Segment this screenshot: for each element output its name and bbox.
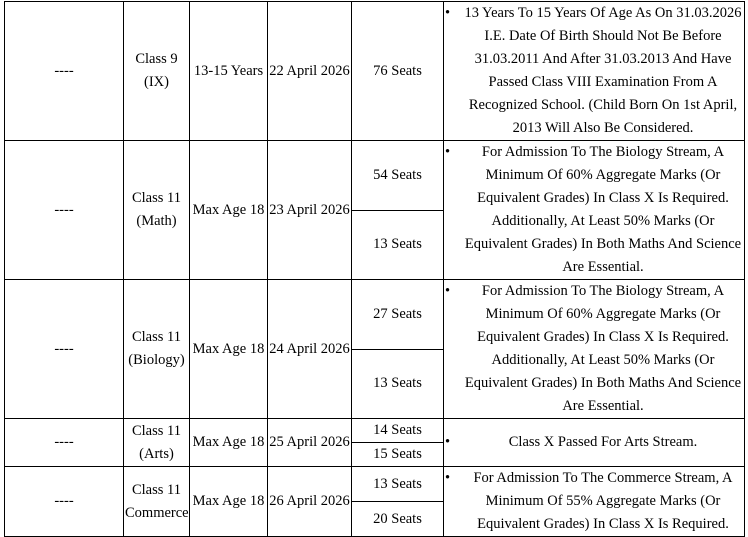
table-row: [5, 2, 745, 141]
eligibility-text: Class X Passed For Arts Stream.: [508, 434, 698, 450]
seats-cell: 27 Seats: [352, 280, 444, 350]
seats-cell: 54 Seats: [352, 141, 444, 211]
eligibility-text: For Admission To The Biology Stream, A Minimum Of 60% Aggregate Marks (Or Equivalent Grades) In Class X Is Required. Additionally, At Least 50% Marks (Or Equivalent Grades) In Both Maths And Science Are Essential.: [464, 144, 742, 275]
class-cell: Class 11 (Biology): [124, 280, 190, 419]
age-cell: Max Age 18: [190, 280, 268, 419]
age-cell: Max Age 18: [190, 141, 268, 280]
serial-cell: ----: [5, 141, 124, 280]
bullet-icon: •: [445, 283, 451, 299]
date-cell: 25 April 2026: [268, 419, 352, 467]
seats-cell: 14 Seats: [352, 419, 444, 443]
date-cell: 23 April 2026: [268, 141, 352, 280]
class-cell: Class 9 (IX): [124, 2, 190, 141]
table-row: [5, 467, 745, 502]
eligibility-text: For Admission To The Biology Stream, A Minimum Of 60% Aggregate Marks (Or Equivalent Grades) In Class X Is Required. Additionally, At Least 50% Marks (Or Equivalent Grades) In Both Maths And Science Are Essential.: [464, 283, 742, 414]
eligibility-cell: [444, 280, 745, 419]
serial-cell: ----: [5, 280, 124, 419]
seats-cell: 15 Seats: [352, 443, 444, 467]
bullet-icon: •: [445, 434, 451, 450]
seats-cell: 13 Seats: [352, 467, 444, 502]
admission-table: [4, 1, 745, 537]
eligibility-text: For Admission To The Commerce Stream, A Minimum Of 55% Aggregate Marks (Or Equivalent Grades) In Class X Is Required.: [473, 470, 733, 532]
serial-cell: ----: [5, 419, 124, 467]
serial-cell: ----: [5, 467, 124, 537]
seats-cell: 20 Seats: [352, 502, 444, 537]
serial-cell: ----: [5, 2, 124, 141]
class-cell: Class 11 (Arts): [124, 419, 190, 467]
bullet-icon: •: [445, 470, 451, 486]
class-cell: Class 11 Commerce: [124, 467, 190, 537]
eligibility-cell: [444, 467, 745, 537]
table-row: [5, 419, 745, 443]
age-cell: 13-15 Years: [190, 2, 268, 141]
eligibility-cell: [444, 419, 745, 467]
seats-cell: 13 Seats: [352, 349, 444, 419]
age-cell: Max Age 18: [190, 419, 268, 467]
date-cell: 24 April 2026: [268, 280, 352, 419]
seats-cell: 13 Seats: [352, 210, 444, 280]
table-row: [5, 280, 745, 350]
seats-cell: 76 Seats: [352, 2, 444, 141]
eligibility-cell: [444, 2, 745, 141]
class-cell: Class 11 (Math): [124, 141, 190, 280]
eligibility-cell: [444, 141, 745, 280]
table-row: [5, 141, 745, 211]
age-cell: Max Age 18: [190, 467, 268, 537]
bullet-icon: •: [445, 144, 451, 160]
date-cell: 26 April 2026: [268, 467, 352, 537]
eligibility-text: 13 Years To 15 Years Of Age As On 31.03.2026 I.E. Date Of Birth Should Not Be Before 31.03.2011 And After 31.03.2013 And Have Passed Class VIII Examination From A Recognized School. (Child Born On 1st April, 2013 Will Also Be Considered.: [464, 5, 742, 136]
bullet-icon: •: [445, 5, 451, 21]
date-cell: 22 April 2026: [268, 2, 352, 141]
